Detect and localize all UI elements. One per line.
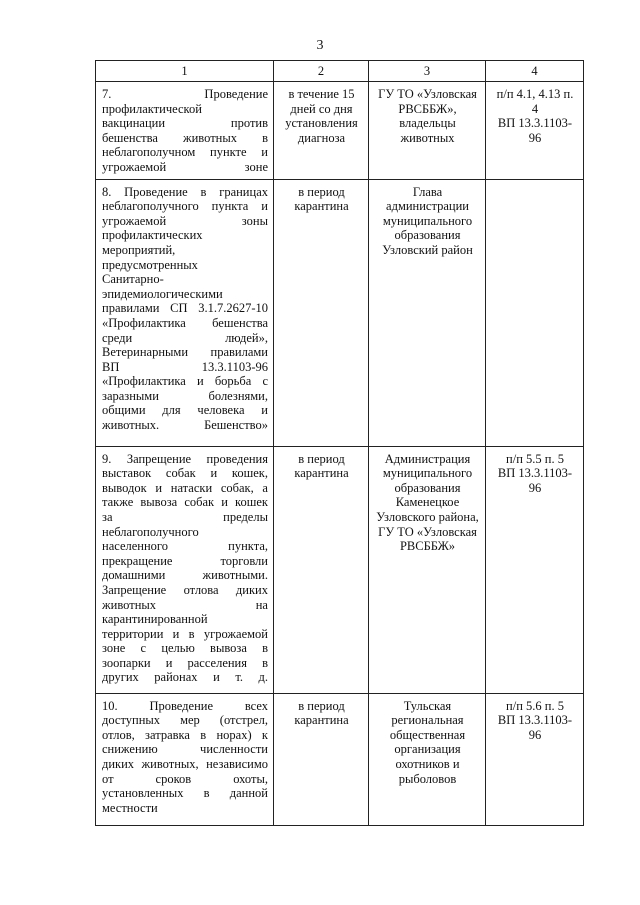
measure-description: [96, 82, 274, 180]
cell-text-line: «Профилактика бешенства: [102, 315, 268, 330]
cell-text-line: образования: [394, 480, 461, 495]
cell-text-line: п/п 4.1, 4.13 п. 4: [496, 87, 574, 116]
cell-text-line: Каменецкое: [395, 495, 460, 510]
cell-text-line: мероприятий,: [102, 242, 176, 257]
cell-text-line: ВП 13.3.1103-96: [497, 116, 573, 145]
page-number: 3: [316, 38, 324, 53]
cell-text-line: администрации: [386, 199, 469, 214]
cell-text-line: эпидемиологическими: [102, 286, 223, 301]
measure-reference: [486, 82, 584, 180]
cell-text-line: п/п 5.6 п. 5: [506, 698, 564, 713]
cell-text-line: неблагополучного: [102, 524, 199, 539]
measure-reference: [486, 446, 584, 693]
measure-responsible: [369, 693, 486, 825]
cell-text-line: животных на: [102, 597, 268, 612]
cell-text-line: 7. Проведение: [102, 87, 268, 101]
cell-text-line: карантина: [294, 713, 349, 728]
cell-text-line: региональная: [391, 713, 464, 728]
cell-text-line: в период: [298, 451, 345, 466]
cell-text-line: «Профилактика и борьба с: [102, 374, 268, 389]
cell-text-line: установления: [285, 116, 358, 131]
cell-text-line: животных. Бешенство»: [102, 418, 268, 433]
cell-text-line: образования: [394, 228, 461, 243]
cell-text-line: п/п 5.5 п. 5: [506, 451, 564, 466]
cell-text-line: за пределы: [102, 509, 268, 524]
cell-text-line: зоне с целью вывоза в: [102, 641, 268, 656]
measure-responsible: [369, 179, 486, 446]
cell-text-line: животных: [400, 130, 455, 145]
cell-text-line: в период: [298, 184, 345, 199]
cell-text-line: ГУ ТО «Узловская: [378, 524, 477, 539]
table-row: [96, 179, 584, 446]
cell-text-line: прекращение торговли: [102, 553, 268, 568]
cell-text-line: Запрещение отлова диких: [102, 582, 268, 597]
cell-text-line: в период: [298, 698, 345, 713]
cell-text-line: бешенства животных в: [102, 130, 268, 145]
cell-text-line: охотников и: [395, 756, 460, 771]
measure-reference: [486, 179, 584, 446]
measure-responsible: [369, 82, 486, 180]
measure-term: [274, 446, 369, 693]
measure-reference: [486, 693, 584, 825]
cell-text-line: профилактической: [102, 101, 202, 116]
measure-description: [96, 693, 274, 825]
cell-text-line: Санитарно-: [102, 272, 164, 287]
cell-text-line: ГУ ТО «Узловская: [378, 87, 477, 101]
cell-text-line: заразными болезнями,: [102, 388, 268, 403]
cell-text-line: карантина: [294, 466, 349, 481]
measure-description: [96, 446, 274, 693]
cell-text-line: муниципального: [382, 213, 473, 228]
cell-text-line: РВСББЖ»: [399, 539, 456, 554]
cell-text-line: выводок и натаски собак, а: [102, 480, 268, 495]
cell-text-line: карантинированной: [102, 612, 208, 627]
cell-text-line: снижению численности: [102, 742, 268, 757]
cell-text-line: угрожаемой зоне: [102, 159, 268, 174]
cell-text-line: населенного пункта,: [102, 539, 268, 554]
cell-text-line: Ветеринарными правилами: [102, 345, 268, 360]
cell-text-line: отлов, затравка в норах) к: [102, 727, 268, 742]
cell-text-line: профилактических: [102, 228, 203, 243]
cell-text-line: доступных мер (отстрел,: [102, 713, 268, 728]
cell-text-line: среди людей»,: [102, 330, 268, 345]
cell-text-line: Узловского района,: [376, 509, 479, 524]
cell-text-line: Глава: [412, 184, 443, 199]
cell-text-line: ВП 13.3.1103-96: [497, 466, 573, 495]
cell-text-line: выставок собак и кошек,: [102, 466, 268, 481]
cell-text-line: дней со дня: [290, 101, 353, 116]
measure-term: [274, 693, 369, 825]
cell-text-line: установленных в данной: [102, 786, 268, 801]
cell-text-line: в течение 15: [288, 87, 355, 101]
table-header-row: [96, 61, 584, 82]
cell-text-line: Администрация: [384, 451, 471, 466]
table-row: [96, 82, 584, 180]
cell-text-line: РВСББЖ»,: [398, 101, 457, 116]
cell-text-line: 8. Проведение в границах: [102, 184, 268, 199]
header-col-1: 1: [96, 61, 274, 82]
header-col-4: 4: [486, 61, 584, 82]
cell-text-line: вакцинации против: [102, 116, 268, 131]
cell-text-line: ВП 13.3.1103-96: [102, 359, 268, 374]
cell-text-line: владельцы: [399, 116, 456, 131]
table-row: [96, 693, 584, 825]
cell-text-line: предусмотренных: [102, 257, 198, 272]
cell-text-line: муниципального: [382, 466, 473, 481]
cell-text-line: Тульская: [403, 698, 452, 713]
cell-text-line: от сроков охоты,: [102, 771, 268, 786]
cell-text-line: 9. Запрещение проведения: [102, 451, 268, 466]
table-row: [96, 446, 584, 693]
cell-text-line: других районах и т. д.: [102, 670, 268, 685]
cell-text-line: местности: [102, 800, 158, 815]
cell-text-line: также вывоза собак и кошек: [102, 495, 268, 510]
header-col-3: 3: [369, 61, 486, 82]
cell-text-line: общественная: [389, 727, 466, 742]
cell-text-line: рыболовов: [398, 771, 457, 786]
cell-text-line: 10. Проведение всех: [102, 698, 268, 713]
cell-text-line: организация: [394, 742, 461, 757]
cell-text-line: карантина: [294, 199, 349, 214]
cell-text-line: общими для человека и: [102, 403, 268, 418]
cell-text-line: диагноза: [297, 130, 346, 145]
cell-text-line: угрожаемой зоны: [102, 213, 268, 228]
cell-text-line: Узловский район: [382, 242, 473, 257]
cell-text-line: зоопарки и расселения в: [102, 655, 268, 670]
cell-text-line: неблагополучного пункта и: [102, 199, 268, 214]
cell-text-line: правилами СП 3.1.7.2627-10: [102, 301, 268, 316]
measure-description: [96, 179, 274, 446]
cell-text-line: домашними животными.: [102, 568, 268, 583]
measure-term: [274, 179, 369, 446]
cell-text-line: ВП 13.3.1103-96: [497, 713, 573, 742]
header-col-2: 2: [274, 61, 369, 82]
measures-table: [95, 60, 584, 826]
measure-responsible: [369, 446, 486, 693]
cell-text-line: неблагополучном пункте и: [102, 145, 268, 160]
cell-text-line: территории и в угрожаемой: [102, 626, 268, 641]
measure-term: [274, 82, 369, 180]
cell-text-line: диких животных, независимо: [102, 756, 268, 771]
